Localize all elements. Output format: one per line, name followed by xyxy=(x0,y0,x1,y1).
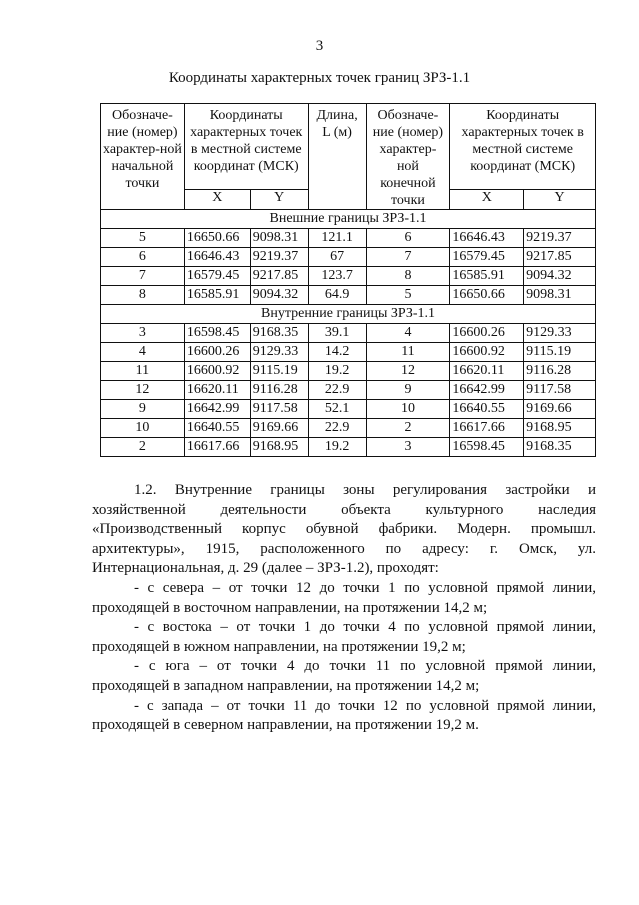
cell-end-point: 5 xyxy=(366,286,450,305)
cell-length: 19.2 xyxy=(308,438,366,457)
cell-start-point: 2 xyxy=(101,438,185,457)
cell-x-end: 16640.55 xyxy=(450,400,524,419)
cell-y-end: 9219.37 xyxy=(524,229,596,248)
cell-y-end: 9129.33 xyxy=(524,324,596,343)
cell-y-start: 9217.85 xyxy=(250,267,308,286)
header-length: Длина, L (м) xyxy=(308,104,366,210)
cell-x-end: 16617.66 xyxy=(450,419,524,438)
cell-x-start: 16598.45 xyxy=(184,324,250,343)
cell-x-end: 16600.26 xyxy=(450,324,524,343)
cell-x-start: 16646.43 xyxy=(184,248,250,267)
cell-x-start: 16620.11 xyxy=(184,381,250,400)
cell-x-end: 16600.92 xyxy=(450,343,524,362)
cell-start-point: 12 xyxy=(101,381,185,400)
cell-start-point: 5 xyxy=(101,229,185,248)
cell-start-point: 10 xyxy=(101,419,185,438)
cell-y-start: 9129.33 xyxy=(250,343,308,362)
table-body xyxy=(101,210,596,457)
section-title: Внешние границы ЗРЗ-1.1 xyxy=(101,210,596,229)
cell-y-end: 9115.19 xyxy=(524,343,596,362)
cell-end-point: 7 xyxy=(366,248,450,267)
cell-length: 67 xyxy=(308,248,366,267)
cell-end-point: 8 xyxy=(366,267,450,286)
section-row xyxy=(101,305,596,324)
cell-x-start: 16617.66 xyxy=(184,438,250,457)
cell-start-point: 4 xyxy=(101,343,185,362)
table-row xyxy=(101,286,596,305)
cell-length: 39.1 xyxy=(308,324,366,343)
cell-x-start: 16650.66 xyxy=(184,229,250,248)
table-row xyxy=(101,324,596,343)
cell-y-start: 9117.58 xyxy=(250,400,308,419)
section-row xyxy=(101,210,596,229)
table-row xyxy=(101,343,596,362)
cell-length: 22.9 xyxy=(308,381,366,400)
list-item: - с запада – от точки 11 до точки 12 по условной прямой линии, проходящей в северном направлении, на протяжении 19,2 м. xyxy=(92,697,596,734)
header-x-right: X xyxy=(450,189,524,209)
table-row xyxy=(101,267,596,286)
table-row xyxy=(101,248,596,267)
cell-y-end: 9098.31 xyxy=(524,286,596,305)
cell-y-start: 9219.37 xyxy=(250,248,308,267)
header-x-left: X xyxy=(184,189,250,209)
table-row xyxy=(101,419,596,438)
cell-x-start: 16585.91 xyxy=(184,286,250,305)
cell-x-start: 16642.99 xyxy=(184,400,250,419)
cell-x-end: 16579.45 xyxy=(450,248,524,267)
header-start-point: Обозначе-ние (номер) характер-ной начальной точки xyxy=(101,104,185,210)
header-y-right: Y xyxy=(524,189,596,209)
cell-end-point: 11 xyxy=(366,343,450,362)
cell-length: 19.2 xyxy=(308,362,366,381)
cell-end-point: 3 xyxy=(366,438,450,457)
cell-y-end: 9094.32 xyxy=(524,267,596,286)
cell-x-start: 16579.45 xyxy=(184,267,250,286)
cell-length: 64.9 xyxy=(308,286,366,305)
cell-length: 52.1 xyxy=(308,400,366,419)
cell-length: 121.1 xyxy=(308,229,366,248)
cell-y-start: 9094.32 xyxy=(250,286,308,305)
cell-x-start: 16600.26 xyxy=(184,343,250,362)
cell-y-end: 9168.35 xyxy=(524,438,596,457)
cell-y-end: 9217.85 xyxy=(524,248,596,267)
coordinates-table xyxy=(100,103,596,457)
cell-start-point: 11 xyxy=(101,362,185,381)
list-item: - с востока – от точки 1 до точки 4 по условной прямой линии, проходящей в южном направлении, на протяжении 19,2 м; xyxy=(92,619,596,655)
cell-x-end: 16646.43 xyxy=(450,229,524,248)
cell-y-start: 9168.35 xyxy=(250,324,308,343)
section-title: Внутренние границы ЗРЗ-1.1 xyxy=(101,305,596,324)
cell-end-point: 9 xyxy=(366,381,450,400)
cell-length: 22.9 xyxy=(308,419,366,438)
body-text xyxy=(92,481,596,736)
table-title: Координаты характерных точек границ ЗРЗ-1.1 xyxy=(168,70,471,86)
cell-y-start: 9115.19 xyxy=(250,362,308,381)
cell-length: 14.2 xyxy=(308,343,366,362)
cell-y-end: 9169.66 xyxy=(524,400,596,419)
table-row xyxy=(101,381,596,400)
cell-end-point: 10 xyxy=(366,400,450,419)
cell-y-start: 9098.31 xyxy=(250,229,308,248)
cell-y-end: 9168.95 xyxy=(524,419,596,438)
cell-x-end: 16642.99 xyxy=(450,381,524,400)
cell-start-point: 6 xyxy=(101,248,185,267)
header-coords-left: Координаты характерных точек в местной системе координат (МСК) xyxy=(184,104,308,190)
cell-length: 123.7 xyxy=(308,267,366,286)
header-y-left: Y xyxy=(250,189,308,209)
cell-end-point: 4 xyxy=(366,324,450,343)
cell-x-end: 16585.91 xyxy=(450,267,524,286)
cell-x-start: 16640.55 xyxy=(184,419,250,438)
page-number: 3 xyxy=(315,38,324,54)
cell-y-end: 9116.28 xyxy=(524,362,596,381)
list-item: - с юга – от точки 4 до точки 11 по условной прямой линии, проходящей в западном направлении, на протяжении 14,2 м; xyxy=(92,658,596,694)
list-item: - с севера – от точки 12 до точки 1 по условной прямой линии, проходящей в восточном направлении, на протяжении 14,2 м; xyxy=(92,579,596,616)
cell-y-start: 9168.95 xyxy=(250,438,308,457)
cell-end-point: 2 xyxy=(366,419,450,438)
cell-y-start: 9116.28 xyxy=(250,381,308,400)
table-row xyxy=(101,362,596,381)
table-row xyxy=(101,438,596,457)
table-row xyxy=(101,229,596,248)
cell-start-point: 9 xyxy=(101,400,185,419)
cell-start-point: 7 xyxy=(101,267,185,286)
header-coords-right: Координаты характерных точек в местной системе координат (МСК) xyxy=(450,104,596,190)
cell-start-point: 3 xyxy=(101,324,185,343)
cell-x-start: 16600.92 xyxy=(184,362,250,381)
cell-end-point: 12 xyxy=(366,362,450,381)
cell-end-point: 6 xyxy=(366,229,450,248)
table-row xyxy=(101,400,596,419)
cell-y-start: 9169.66 xyxy=(250,419,308,438)
paragraph-intro: 1.2. Внутренние границы зоны регулирования застройки и хозяйственной деятельности объекта культурного наследия «Производственный корпус обувной фабрики. Модерн. промышл. архитектуры», 1915, расположенного по адресу: г. Омск, ул. Интернациональная, д. 29 (далее – ЗРЗ-1.2), проходят: xyxy=(92,482,596,577)
cell-y-end: 9117.58 xyxy=(524,381,596,400)
cell-x-end: 16598.45 xyxy=(450,438,524,457)
header-end-point: Обозначе-ние (номер) характер-ной конечной точки xyxy=(366,104,450,210)
cell-x-end: 16620.11 xyxy=(450,362,524,381)
cell-start-point: 8 xyxy=(101,286,185,305)
cell-x-end: 16650.66 xyxy=(450,286,524,305)
